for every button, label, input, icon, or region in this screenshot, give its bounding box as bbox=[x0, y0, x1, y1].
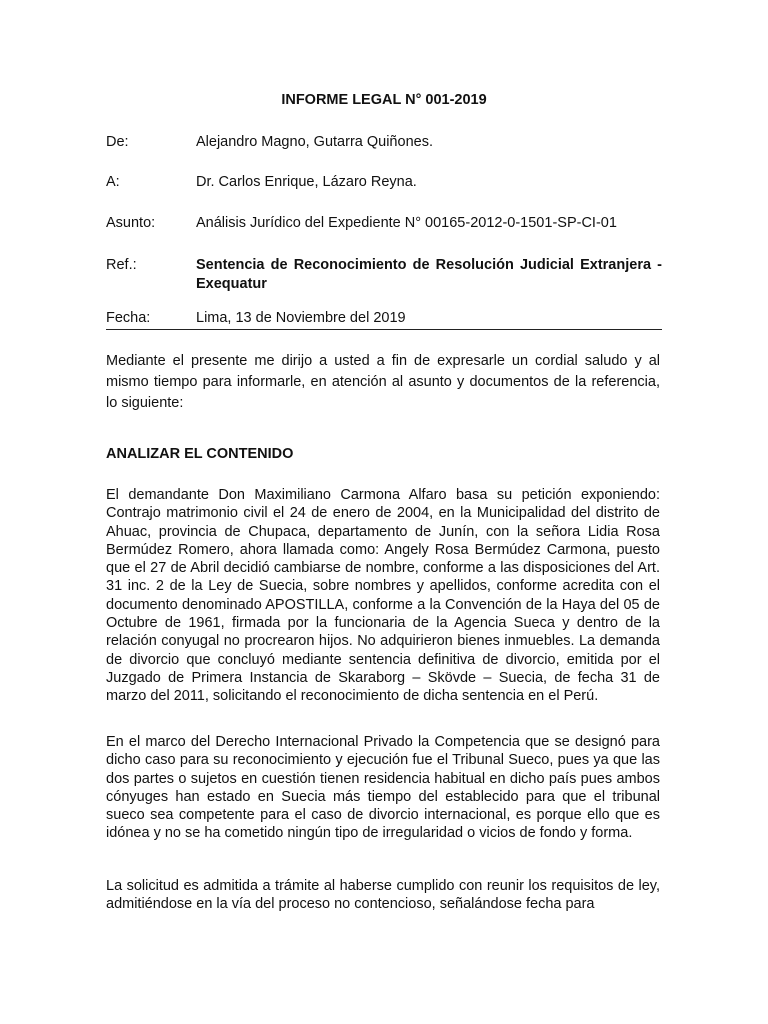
header-label-asunto: Asunto: bbox=[106, 215, 156, 231]
header-value-a: Dr. Carlos Enrique, Lázaro Reyna. bbox=[196, 174, 417, 190]
intro-paragraph: Mediante el presente me dirijo a usted a fin de expresarle un cordial saludo y al mismo tiempo para informarle, en atención al asunto y documentos de la referencia, lo siguiente: bbox=[106, 353, 660, 411]
header-value-asunto: Análisis Jurídico del Expediente N° 00165-2012-0-1501-SP-CI-01 bbox=[196, 215, 617, 231]
header-divider bbox=[106, 329, 662, 330]
document-title: INFORME LEGAL N° 001-2019 bbox=[281, 92, 487, 108]
header-label-ref: Ref.: bbox=[106, 257, 137, 273]
body-paragraph-3: La solicitud es admitida a trámite al haberse cumplido con reunir los requisitos de ley, admitiéndose en la vía del proceso no contencioso, señalándose fecha para bbox=[106, 878, 660, 913]
header-label-a: A: bbox=[106, 174, 120, 190]
body-paragraph-2: En el marco del Derecho Internacional Privado la Competencia que se designó para dicho caso para su reconocimiento y ejecución fue el Tribunal Sueco, pues ya que las dos partes o sujetos en cuestión tienen residencia habitual en dicho país pues ambos cónyuges han estado en Suecia más tiempo del establecido para que el tribunal sueco sea competente para el caso de divorcio internacional, es porque ello que es idónea y no se ha cometido ningún tipo de irregularidad o vicios de fondo y forma. bbox=[106, 734, 660, 842]
header-value-de: Alejandro Magno, Gutarra Quiñones. bbox=[196, 134, 433, 150]
header-value-fecha: Lima, 13 de Noviembre del 2019 bbox=[196, 310, 406, 326]
body-paragraph-1: El demandante Don Maximiliano Carmona Alfaro basa su petición exponiendo: Contrajo matrimonio civil el 24 de enero de 2004, en la Municipalidad del distrito de Ahuac, provincia de Chupaca, departamento de Junín, con la señora Lidia Rosa Bermúdez Romero, ahora llamada como: Angely Rosa Bermúdez Carmona, puesto que el 27 de Abril decidió cambiarse de nombre, conforme a las disposiciones del Art. 31 inc. 2 de la Ley de Suecia, sobre nombres y apellidos, conforme acredita con el documento denominado APOSTILLA, conforme a la Convención de la Haya del 05 de Octubre de 1961, firmada por la funcionaria de la Agencia Sueca y dentro de la relación conyugal no procrearon hijos. No adquirieron bienes inmuebles. La demanda de divorcio que concluyó mediante sentencia definitiva de divorcio, emitida por el Juzgado de Primera Instancia de Skaraborg – Skövde – Suecia, de fecha 31 de marzo del 2011, solicitando el reconocimiento de dicha sentencia en el Perú. bbox=[106, 487, 660, 705]
header-label-de: De: bbox=[106, 134, 129, 150]
header-value-ref: Sentencia de Reconocimiento de Resolución Judicial Extranjera - Exequatur bbox=[196, 257, 662, 292]
header-label-fecha: Fecha: bbox=[106, 310, 151, 326]
section-heading: ANALIZAR EL CONTENIDO bbox=[106, 446, 294, 462]
